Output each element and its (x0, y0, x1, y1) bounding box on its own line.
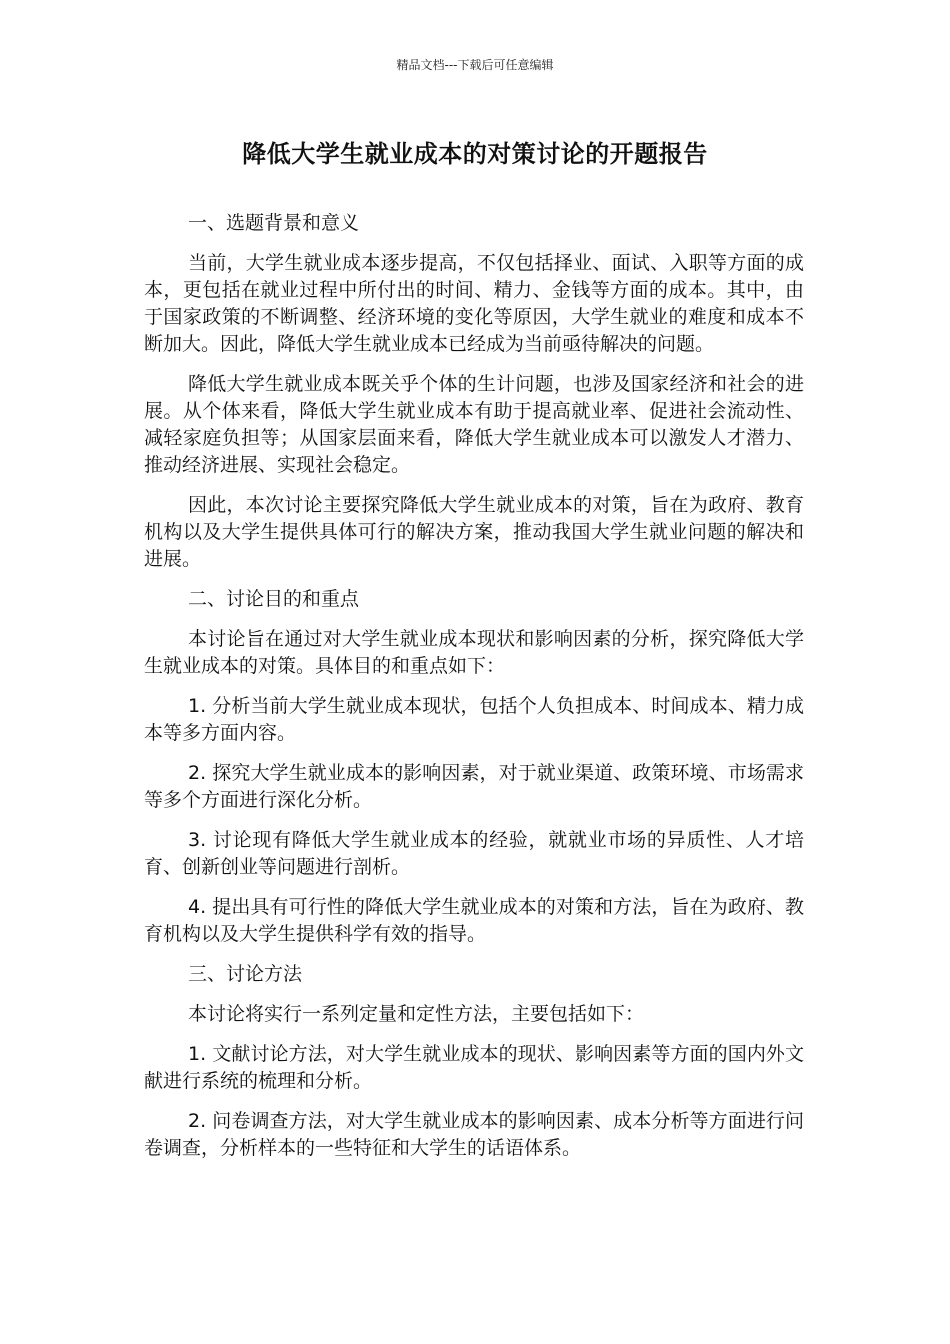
paragraph: 本讨论旨在通过对大学生就业成本现状和影响因素的分析，探究降低大学生就业成本的对策。具体目的和重点如下： (144, 628, 804, 677)
paragraph: 当前，大学生就业成本逐步提高，不仅包括择业、面试、入职等方面的成本，更包括在就业过程中所付出的时间、精力、金钱等方面的成本。其中，由于国家政策的不断调整、经济环境的变化等原因，大学生就业的难度和成本不断加大。因此，降低大学生就业成本已经成为当前亟待解决的问题。 (144, 252, 804, 355)
document-body (144, 210, 804, 1175)
section-heading-background: 一、选题背景和意义 (188, 212, 360, 234)
header-note: 精品文档---下载后可任意编辑 (396, 58, 554, 72)
list-item: 1. 分析当前大学生就业成本现状，包括个人负担成本、时间成本、精力成本等多方面内容。 (144, 695, 804, 744)
list-item: 4. 提出具有可行性的降低大学生就业成本的对策和方法，旨在为政府、教育机构以及大学生提供科学有效的指导。 (144, 896, 804, 945)
list-item: 1. 文献讨论方法，对大学生就业成本的现状、影响因素等方面的国内外文献进行系统的梳理和分析。 (144, 1043, 804, 1092)
paragraph: 降低大学生就业成本既关乎个体的生计问题，也涉及国家经济和社会的进展。从个体来看，降低大学生就业成本有助于提高就业率、促进社会流动性、减轻家庭负担等；从国家层面来看，降低大学生就业成本可以激发人才潜力、推动经济进展、实现社会稳定。 (144, 373, 804, 476)
list-item: 2. 探究大学生就业成本的影响因素，对于就业渠道、政策环境、市场需求等多个方面进行深化分析。 (144, 762, 804, 811)
paragraph: 因此，本次讨论主要探究降低大学生就业成本的对策，旨在为政府、教育机构以及大学生提供具体可行的解决方案，推动我国大学生就业问题的解决和进展。 (144, 494, 804, 570)
list-item: 3. 讨论现有降低大学生就业成本的经验，就就业市场的异质性、人才培育、创新创业等问题进行剖析。 (144, 829, 804, 878)
document-title: 降低大学生就业成本的对策讨论的开题报告 (242, 140, 708, 168)
paragraph: 本讨论将实行一系列定量和定性方法，主要包括如下： (188, 1003, 645, 1025)
section-heading-methods: 三、讨论方法 (188, 963, 303, 985)
section-heading-objectives: 二、讨论目的和重点 (188, 588, 360, 610)
list-item: 2. 问卷调查方法，对大学生就业成本的影响因素、成本分析等方面进行问卷调查，分析样本的一些特征和大学生的话语体系。 (144, 1110, 804, 1159)
